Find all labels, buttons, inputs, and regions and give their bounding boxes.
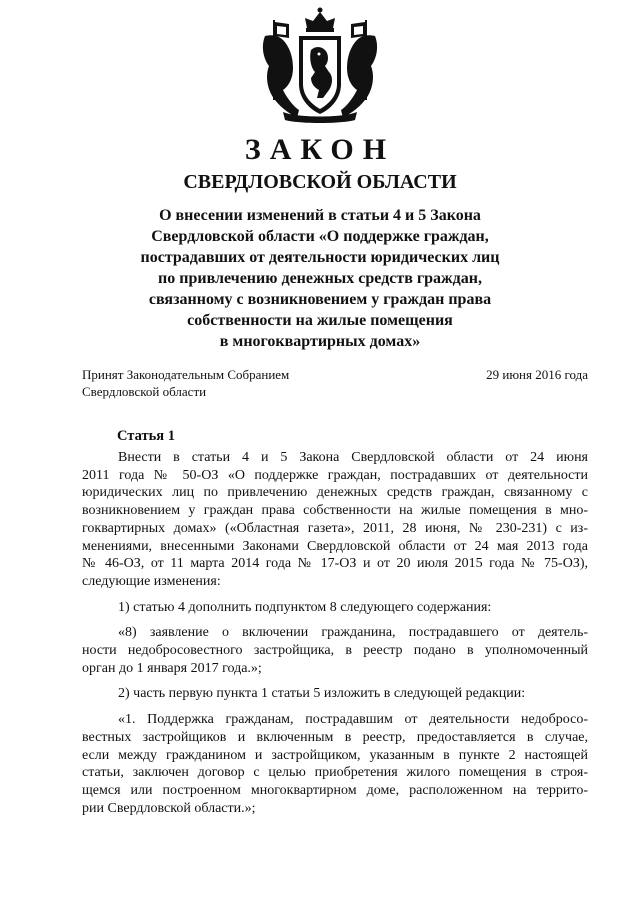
subject-line: Свердловской области «О поддержке граждан,	[151, 228, 489, 245]
region-title: СВЕРДЛОВСКОЙ ОБЛАСТИ	[183, 171, 457, 193]
law-title: ЗАКОН	[244, 133, 396, 166]
text-line: статьи, заключен договор с целью приобретения жилого помещения в строя-	[82, 765, 588, 781]
adoption-line: Свердловской области	[82, 384, 207, 399]
text-line: «1. Поддержка гражданам, пострадавшим от деятельности недобросо-	[118, 712, 588, 728]
text-line: «8) заявление о включении гражданина, пострадавшего от деятель-	[118, 625, 588, 641]
adoption-note	[82, 366, 289, 400]
adoption-date: 29 июня 2016 года	[486, 367, 588, 382]
subject-line: пострадавших от деятельности юридических лиц	[140, 249, 500, 266]
paragraph-main	[82, 449, 588, 591]
adoption-line: Принят Законодательным Собранием	[82, 367, 290, 382]
subject-line: О внесении изменений в статьи 4 и 5 Закона	[159, 207, 481, 224]
article-heading: Статья 1	[117, 428, 175, 444]
law-subject	[120, 205, 520, 352]
text-line: 2) часть первую пункта 1 статьи 5 изложить в следующей редакции:	[118, 686, 526, 702]
quote-2	[82, 711, 588, 817]
text-line: юридических лиц по привлечению денежных средств граждан, связанному с	[82, 485, 588, 501]
subject-line: связанному с возникновением у граждан права	[148, 291, 492, 308]
coat-of-arms-icon	[253, 6, 387, 124]
text-line: № 46-ОЗ, от 11 марта 2014 года № 17-ОЗ и от 20 июля 2015 года № 75-ОЗ),	[82, 556, 588, 572]
text-line: рии Свердловской области.»;	[82, 800, 256, 816]
item-2	[82, 685, 588, 703]
subject-line: собственности на жилые помещения	[187, 312, 453, 329]
text-line: орган до 1 января 2017 года.»;	[82, 660, 262, 676]
text-line: щемся или построенном многоквартирном доме, расположенном на террито-	[82, 782, 588, 798]
text-line: гоквартирных домах» («Областная газета», 2011, 28 июня, № 230-231) с из-	[82, 520, 588, 536]
text-line: менениями, внесенными Законами Свердловской области от 24 мая 2013 года	[82, 538, 588, 554]
text-line: 1) статью 4 дополнить подпунктом 8 следующего содержания:	[118, 599, 492, 615]
item-1	[82, 599, 588, 617]
subject-line: по привлечению денежных средств граждан,	[158, 270, 482, 287]
text-line: возникновением у граждан права собственности на жилые помещения в мно-	[82, 503, 588, 519]
subject-line: в многоквартирных домах»	[219, 333, 421, 350]
text-line: если между гражданином и застройщиком, указанным в пункте 2 настоящей	[82, 747, 588, 763]
text-line: 2011 года № 50-ОЗ «О поддержке граждан, пострадавших от деятельности	[82, 467, 588, 483]
quote-1	[82, 624, 588, 677]
text-line: вестных застройщиков и включенным в реестр, предоставляется в случае,	[82, 729, 588, 745]
text-line: следующие изменения:	[82, 573, 221, 589]
text-line: ности недобросовестного застройщика, в реестр подано в уполномоченный	[82, 643, 588, 659]
text-line: Внести в статьи 4 и 5 Закона Свердловской области от 24 июня	[118, 450, 588, 465]
article-body	[82, 449, 588, 817]
